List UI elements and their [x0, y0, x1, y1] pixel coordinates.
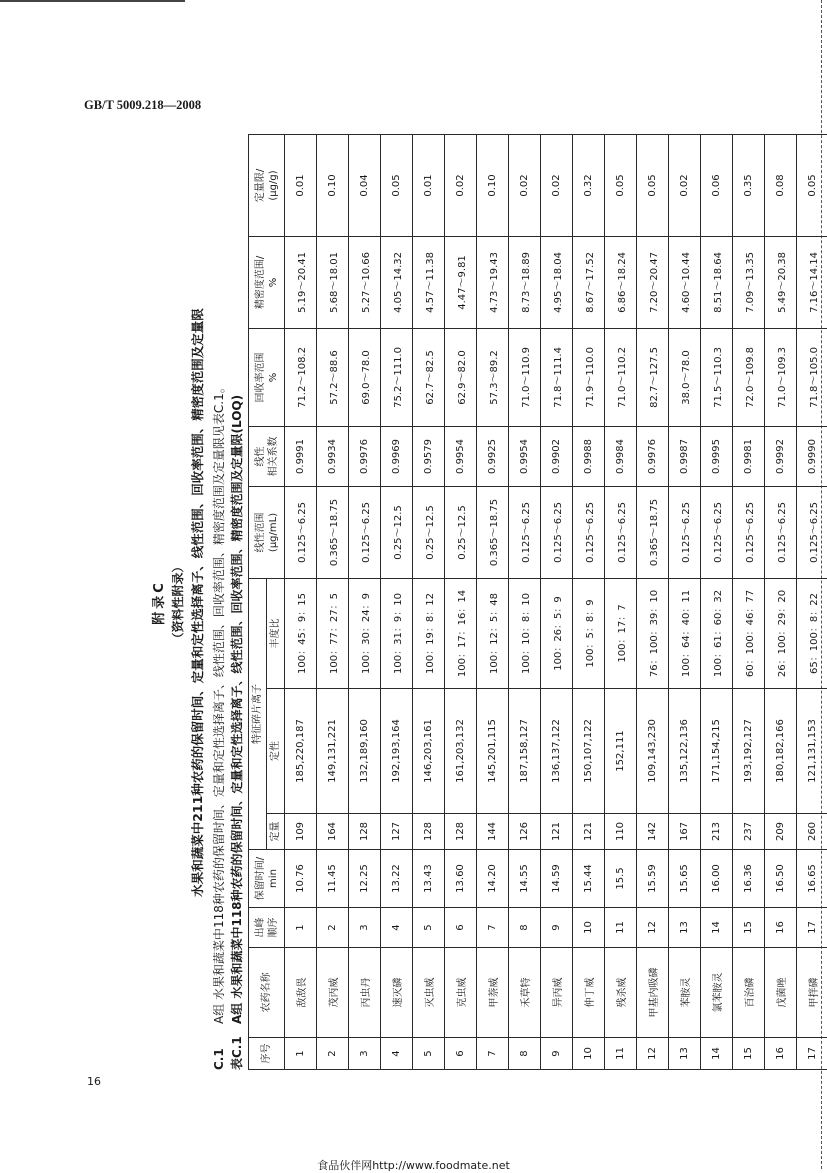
table-row	[573, 134, 605, 1069]
cell-recovery: 62.7～82.5	[413, 328, 445, 426]
cell-rt: 13.60	[445, 850, 477, 908]
cell-qual: 136,137,122	[541, 689, 573, 814]
section-c1-text: A组 水果和蔬菜中118种农药的保留时间、定量和定性选择离子、线性范围、回收率范围、精密度范围及定量限见表C.1。	[212, 381, 226, 1024]
cell-seq: 9	[541, 1038, 573, 1070]
cell-ratio: 100：77：27：5	[317, 578, 349, 688]
cell-order: 4	[381, 908, 413, 948]
cell-quant: 164	[317, 814, 349, 850]
cell-name: 甲拌磷	[797, 948, 827, 1038]
cell-linear: 0.125～6.25	[797, 486, 827, 578]
cell-loq: 0.01	[413, 134, 445, 236]
cell-order: 17	[797, 908, 827, 948]
cell-rt: 15.44	[573, 850, 605, 908]
header-name: 农药名称	[249, 948, 285, 1038]
section-c1	[210, 135, 227, 1070]
cell-loq: 0.10	[317, 134, 349, 236]
cell-loq: 0.35	[733, 134, 765, 236]
header-rt-unit: min	[268, 869, 279, 888]
cell-seq: 13	[669, 1038, 701, 1070]
header-coef-line1: 线性	[255, 446, 266, 466]
cell-precision: 5.49～20.38	[765, 236, 797, 328]
cell-order: 5	[413, 908, 445, 948]
cell-precision: 8.67～17.52	[573, 236, 605, 328]
cell-ratio: 100：17：16：14	[445, 578, 477, 688]
cell-name: 茂丙威	[317, 948, 349, 1038]
cell-name: 甲萘威	[477, 948, 509, 1038]
table-row	[285, 134, 317, 1069]
header-recovery-label: 回收率范围	[255, 352, 266, 402]
table-row	[317, 134, 349, 1069]
cell-linear: 0.25～12.5	[413, 486, 445, 578]
cell-coef: 0.9902	[541, 426, 573, 486]
cell-precision: 4.73～19.43	[477, 236, 509, 328]
cell-order: 3	[349, 908, 381, 948]
cell-recovery: 71.8～111.4	[541, 328, 573, 426]
cell-name: 苯胺灵	[669, 948, 701, 1038]
cell-recovery: 71.0～110.2	[605, 328, 637, 426]
cell-quant: 142	[637, 814, 669, 850]
cell-recovery: 71.5～110.3	[701, 328, 733, 426]
cell-coef: 0.9995	[701, 426, 733, 486]
header-recovery-unit: %	[268, 373, 279, 383]
cell-linear: 0.125～6.25	[701, 486, 733, 578]
header-loq-unit: (μg/g)	[268, 170, 279, 200]
cell-loq: 0.02	[541, 134, 573, 236]
cell-quant: 260	[797, 814, 827, 850]
header-precision-unit: %	[268, 278, 279, 288]
cell-rt: 15.5	[605, 850, 637, 908]
cell-linear: 0.25～12.5	[445, 486, 477, 578]
cell-rt: 15.59	[637, 850, 669, 908]
cell-order: 2	[317, 908, 349, 948]
cell-loq: 0.05	[797, 134, 827, 236]
cell-precision: 5.68～18.01	[317, 236, 349, 328]
cell-loq: 0.05	[381, 134, 413, 236]
cell-linear: 0.125～6.25	[765, 486, 797, 578]
cell-linear: 0.125～6.25	[669, 486, 701, 578]
cell-recovery: 71.0～109.3	[765, 328, 797, 426]
cell-coef: 0.9969	[381, 426, 413, 486]
table-title: A组 水果和蔬菜中118种农药的保留时间、定量和定性选择离子、线性范围、回收率范围、精密度范围及定量限(LOQ)	[230, 395, 244, 1024]
cell-recovery: 71.2～108.2	[285, 328, 317, 426]
footer-text: 食品伙伴网http://www.foodmate.net	[0, 1157, 827, 1173]
cell-loq: 0.10	[477, 134, 509, 236]
cell-recovery: 71.8～105.0	[797, 328, 827, 426]
cell-coef: 0.9991	[285, 426, 317, 486]
cell-seq: 11	[605, 1038, 637, 1070]
cell-qual: 180,182,166	[765, 689, 797, 814]
cell-coef: 0.9981	[733, 426, 765, 486]
header-linear-unit: (μg/mL)	[268, 513, 279, 552]
cell-order: 1	[285, 908, 317, 948]
cell-quant: 237	[733, 814, 765, 850]
cell-qual: 121,131,153	[797, 689, 827, 814]
cell-coef: 0.9579	[413, 426, 445, 486]
cell-rt: 16.00	[701, 850, 733, 908]
cell-rt: 14.59	[541, 850, 573, 908]
header-abundance: 丰度比	[267, 578, 285, 688]
cell-ratio: 76：100：39：10	[637, 578, 669, 688]
cell-precision: 4.57～11.38	[413, 236, 445, 328]
cell-order: 13	[669, 908, 701, 948]
cell-qual: 187,158,127	[509, 689, 541, 814]
cell-qual: 146,203,161	[413, 689, 445, 814]
cell-quant: 109	[285, 814, 317, 850]
cell-qual: 149,131,221	[317, 689, 349, 814]
cell-loq: 0.04	[349, 134, 381, 236]
header-peak-order	[249, 908, 285, 948]
cell-rt: 16.65	[797, 850, 827, 908]
cell-seq: 12	[637, 1038, 669, 1070]
cell-coef: 0.9984	[605, 426, 637, 486]
cell-order: 7	[477, 908, 509, 948]
cell-loq: 0.02	[445, 134, 477, 236]
cell-seq: 4	[381, 1038, 413, 1070]
header-recovery	[249, 328, 285, 426]
cell-linear: 0.125～6.25	[285, 486, 317, 578]
cell-coef: 0.9925	[477, 426, 509, 486]
cell-precision: 6.86～18.24	[605, 236, 637, 328]
cell-ratio: 100：10：8：10	[509, 578, 541, 688]
cell-name: 残杀威	[605, 948, 637, 1038]
header-loq	[249, 134, 285, 236]
cell-ratio: 100：5：8：9	[573, 578, 605, 688]
header-precision-label: 精密度范围/	[255, 256, 266, 309]
cell-quant: 128	[445, 814, 477, 850]
cell-loq: 0.02	[669, 134, 701, 236]
cell-seq: 16	[765, 1038, 797, 1070]
standard-code: GB/T 5009.218—2008	[84, 98, 201, 113]
cell-rt: 10.76	[285, 850, 317, 908]
cell-order: 15	[733, 908, 765, 948]
cell-order: 10	[573, 908, 605, 948]
cell-ratio: 60：100：46：77	[733, 578, 765, 688]
header-coef-line2: 相关系数	[268, 436, 279, 476]
cell-precision: 8.73～18.89	[509, 236, 541, 328]
cell-precision: 5.27～10.66	[349, 236, 381, 328]
header-precision	[249, 236, 285, 328]
cell-qual: 171,154,215	[701, 689, 733, 814]
cell-qual: 135,122,136	[669, 689, 701, 814]
cell-loq: 0.05	[637, 134, 669, 236]
cell-recovery: 69.0～78.0	[349, 328, 381, 426]
cell-quant: 167	[669, 814, 701, 850]
cell-precision: 7.20～20.47	[637, 236, 669, 328]
cell-ratio: 100：30：24：9	[349, 578, 381, 688]
table-row	[349, 134, 381, 1069]
table-row	[477, 134, 509, 1069]
cell-seq: 3	[349, 1038, 381, 1070]
table-row	[701, 134, 733, 1069]
cell-coef: 0.9987	[669, 426, 701, 486]
table-row	[413, 134, 445, 1069]
cell-order: 14	[701, 908, 733, 948]
table-body	[285, 134, 827, 1069]
cell-linear: 0.125～6.25	[349, 486, 381, 578]
page-number: 16	[87, 1075, 101, 1088]
table-row	[445, 134, 477, 1069]
cell-quant: 127	[381, 814, 413, 850]
cell-recovery: 71.9～110.0	[573, 328, 605, 426]
cell-loq: 0.32	[573, 134, 605, 236]
cell-quant: 144	[477, 814, 509, 850]
cell-precision: 7.16～14.14	[797, 236, 827, 328]
cell-seq: 5	[413, 1038, 445, 1070]
cell-qual: 185,220,187	[285, 689, 317, 814]
cell-qual: 193,192,127	[733, 689, 765, 814]
cell-ratio: 100：19：8：12	[413, 578, 445, 688]
cell-precision: 8.51～18.64	[701, 236, 733, 328]
cell-name: 灭虫威	[413, 948, 445, 1038]
cell-seq: 10	[573, 1038, 605, 1070]
cell-name: 禾草特	[509, 948, 541, 1038]
cell-recovery: 57.3～89.2	[477, 328, 509, 426]
cell-quant: 128	[413, 814, 445, 850]
cell-ratio: 100：64：40：11	[669, 578, 701, 688]
cell-coef: 0.9954	[509, 426, 541, 486]
table-label: 表C.1	[228, 1024, 245, 1070]
cell-quant: 213	[701, 814, 733, 850]
cell-quant: 110	[605, 814, 637, 850]
pesticide-table	[248, 134, 827, 1070]
cell-coef: 0.9954	[445, 426, 477, 486]
cell-name: 甲基内吸磷	[637, 948, 669, 1038]
cell-name: 克虫威	[445, 948, 477, 1038]
cell-qual: 192,193,164	[381, 689, 413, 814]
cell-linear: 0.365～18.75	[637, 486, 669, 578]
appendix-heading: 水果和蔬菜中211种农药的保留时间、定量和定性选择离子、线性范围、回收率范围、精密度范围及定量限	[188, 135, 206, 1070]
header-linear-label: 线性范围	[255, 512, 266, 552]
rotated-content	[148, 135, 827, 1070]
cell-seq: 14	[701, 1038, 733, 1070]
cell-seq: 7	[477, 1038, 509, 1070]
cell-loq: 0.01	[285, 134, 317, 236]
cell-loq: 0.06	[701, 134, 733, 236]
cell-ratio: 65：100：8：22	[797, 578, 827, 688]
cell-order: 9	[541, 908, 573, 948]
appendix-title: 附录C	[148, 135, 167, 1070]
cell-qual: 145,201,115	[477, 689, 509, 814]
cell-rt: 13.22	[381, 850, 413, 908]
table-row	[765, 134, 797, 1069]
cell-quant: 128	[349, 814, 381, 850]
cell-rt: 16.36	[733, 850, 765, 908]
cell-precision: 4.60～10.44	[669, 236, 701, 328]
cell-seq: 17	[797, 1038, 827, 1070]
cell-coef: 0.9988	[573, 426, 605, 486]
cell-linear: 0.125～6.25	[573, 486, 605, 578]
cell-ratio: 100：31：9：10	[381, 578, 413, 688]
cell-name: 异丙威	[541, 948, 573, 1038]
cell-quant: 121	[541, 814, 573, 850]
cell-name: 丙虫丹	[349, 948, 381, 1038]
cell-order: 16	[765, 908, 797, 948]
header-quant: 定量	[267, 814, 285, 850]
cell-linear: 0.25～12.5	[381, 486, 413, 578]
cell-linear: 0.125～6.25	[509, 486, 541, 578]
top-rule	[0, 0, 185, 2]
table-row	[797, 134, 827, 1069]
cell-recovery: 38.0～78.0	[669, 328, 701, 426]
cell-rt: 14.55	[509, 850, 541, 908]
cell-quant: 209	[765, 814, 797, 850]
cell-coef: 0.9976	[637, 426, 669, 486]
cell-linear: 0.365～18.75	[477, 486, 509, 578]
header-seq: 序号	[249, 1038, 285, 1070]
cell-precision: 7.09～13.35	[733, 236, 765, 328]
cell-recovery: 82.7～127.5	[637, 328, 669, 426]
cell-quant: 121	[573, 814, 605, 850]
cell-qual: 109,143,230	[637, 689, 669, 814]
cell-ratio: 100：12：5：48	[477, 578, 509, 688]
cell-qual: 132,189,160	[349, 689, 381, 814]
table-row	[637, 134, 669, 1069]
cell-ratio: 100：17：7	[605, 578, 637, 688]
cell-precision: 4.95～18.04	[541, 236, 573, 328]
cell-seq: 2	[317, 1038, 349, 1070]
cell-precision: 5.19～20.41	[285, 236, 317, 328]
table-row	[669, 134, 701, 1069]
cell-loq: 0.08	[765, 134, 797, 236]
cell-linear: 0.365～18.75	[317, 486, 349, 578]
table-caption	[228, 135, 245, 1070]
cell-recovery: 57.2～88.6	[317, 328, 349, 426]
cell-ratio: 100：45：9：15	[285, 578, 317, 688]
cell-linear: 0.125～6.25	[605, 486, 637, 578]
table-row	[541, 134, 573, 1069]
cell-order: 12	[637, 908, 669, 948]
cell-qual: 152,111	[605, 689, 637, 814]
cell-recovery: 71.0～110.9	[509, 328, 541, 426]
cell-rt: 12.25	[349, 850, 381, 908]
cell-ratio: 100：26：5：9	[541, 578, 573, 688]
cell-recovery: 75.2～111.0	[381, 328, 413, 426]
cell-seq: 6	[445, 1038, 477, 1070]
cell-rt: 13.43	[413, 850, 445, 908]
cell-name: 速灭磷	[381, 948, 413, 1038]
cell-name: 敌敌畏	[285, 948, 317, 1038]
cell-coef: 0.9976	[349, 426, 381, 486]
cell-recovery: 72.0～109.8	[733, 328, 765, 426]
cell-name: 百治磷	[733, 948, 765, 1038]
table-row	[733, 134, 765, 1069]
section-c1-label: C.1	[212, 1024, 226, 1070]
header-order-label: 顺序	[268, 918, 279, 938]
cell-order: 6	[445, 908, 477, 948]
header-peak-label: 出峰	[255, 918, 266, 938]
cell-linear: 0.125～6.25	[541, 486, 573, 578]
header-qual: 定性	[267, 689, 285, 814]
cell-order: 8	[509, 908, 541, 948]
header-coef	[249, 426, 285, 486]
cell-precision: 4.47～9.81	[445, 236, 477, 328]
header-ions: 特征碎片离子	[249, 578, 267, 849]
cell-linear: 0.125～6.25	[733, 486, 765, 578]
cell-rt: 14.20	[477, 850, 509, 908]
cell-name: 戊菌唑	[765, 948, 797, 1038]
table-row	[381, 134, 413, 1069]
header-loq-label: 定量限/	[255, 169, 266, 202]
cell-name: 氯苯胺灵	[701, 948, 733, 1038]
cell-name: 仲丁威	[573, 948, 605, 1038]
cell-rt: 15.65	[669, 850, 701, 908]
cell-order: 11	[605, 908, 637, 948]
cell-rt: 16.50	[765, 850, 797, 908]
cell-coef: 0.9990	[797, 426, 827, 486]
cell-ratio: 100：61：60：32	[701, 578, 733, 688]
cell-coef: 0.9992	[765, 426, 797, 486]
table-row	[605, 134, 637, 1069]
cell-precision: 4.05～14.32	[381, 236, 413, 328]
cell-qual: 150,107,122	[573, 689, 605, 814]
table-row	[509, 134, 541, 1069]
cell-loq: 0.02	[509, 134, 541, 236]
appendix-subtitle: （资料性附录）	[169, 135, 186, 1070]
header-rt-label: 保留时间/	[255, 857, 266, 900]
cell-ratio: 26：100：29：20	[765, 578, 797, 688]
cell-coef: 0.9934	[317, 426, 349, 486]
cell-rt: 11.45	[317, 850, 349, 908]
cell-recovery: 62.9～82.0	[445, 328, 477, 426]
header-rt	[249, 850, 285, 908]
cell-quant: 126	[509, 814, 541, 850]
cell-loq: 0.05	[605, 134, 637, 236]
cell-qual: 161,203,132	[445, 689, 477, 814]
cell-seq: 8	[509, 1038, 541, 1070]
cell-seq: 1	[285, 1038, 317, 1070]
cell-seq: 15	[733, 1038, 765, 1070]
header-linear	[249, 486, 285, 578]
